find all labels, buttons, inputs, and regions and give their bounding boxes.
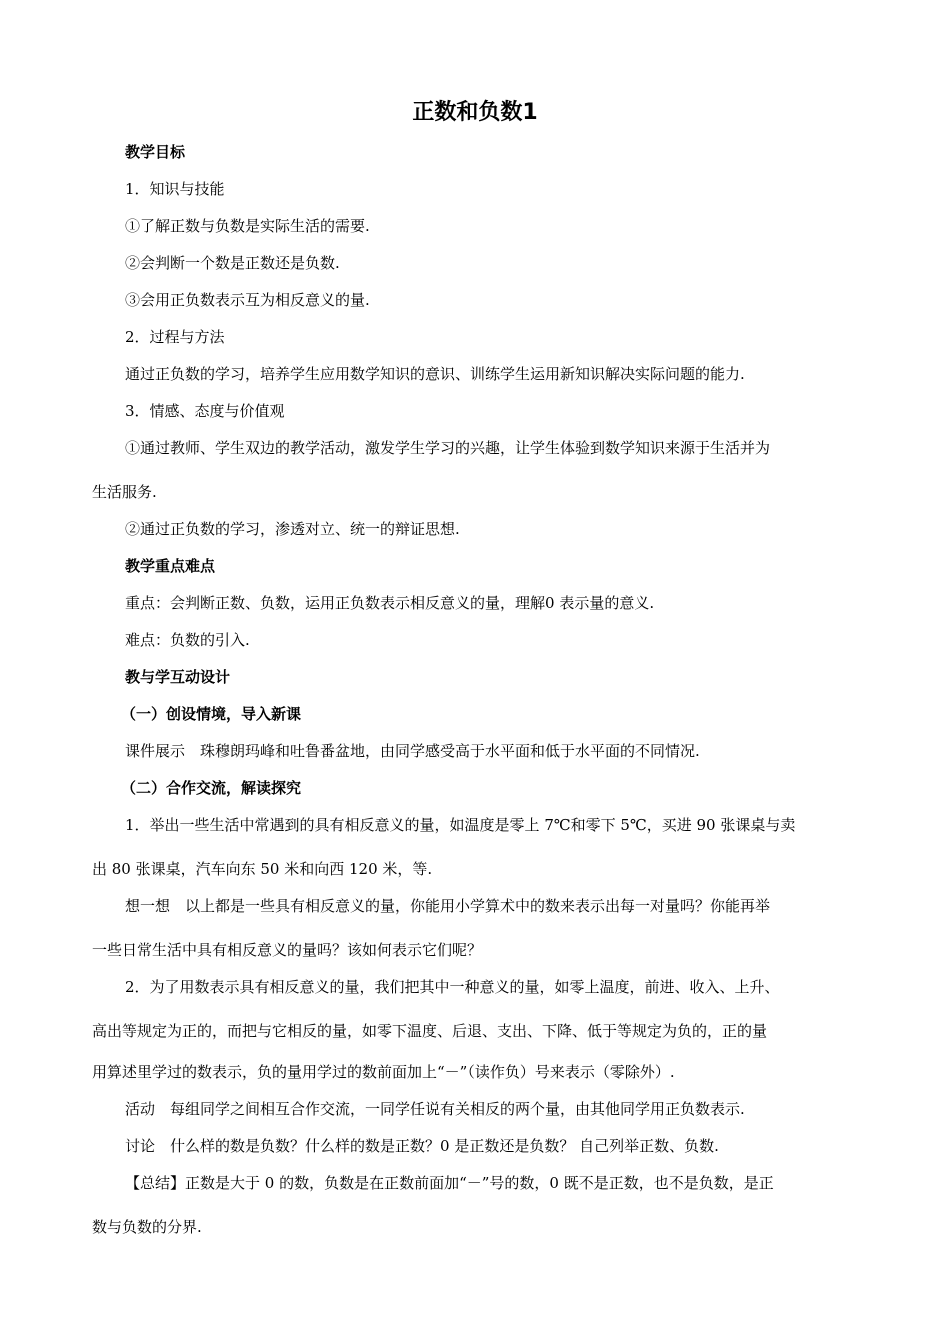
part-1-heading: （一）创设情境，导入新课 — [121, 705, 302, 723]
document-title: 正数和负数1 — [412, 100, 538, 125]
paragraph-line: 用算述里学过的数表示，负的量用学过的数前面加上“－”（读作负）号来表示（零除外）. — [92, 1063, 675, 1081]
discussion-text: 讨论 什么样的数是负数？什么样的数是正数？0 是正数还是负数？ 自己列举正数、负数. — [125, 1137, 719, 1155]
objective-1-item: ③会用正负数表示互为相反意义的量. — [125, 291, 370, 309]
objective-1-item: ②会判断一个数是正数还是负数. — [125, 254, 340, 272]
paragraph-line: 一些日常生活中具有相反意义的量吗？该如何表示它们呢？ — [92, 941, 483, 959]
part-2-heading: （二）合作交流，解读探究 — [121, 779, 302, 797]
objectives-heading: 教学目标 — [125, 143, 186, 161]
difficulty-text: 难点：负数的引入. — [125, 631, 250, 649]
objective-3-heading: 3．情感、态度与价值观 — [125, 402, 285, 420]
objective-1-heading: 1．知识与技能 — [125, 180, 225, 198]
paragraph-line: 想一想 以上都是一些具有相反意义的量，你能用小学算术中的数来表示出每一对量吗？你能再举 — [125, 897, 771, 915]
paragraph-line: 高出等规定为正的，而把与它相反的量，如零下温度、后退、支出、下降、低于等规定为负的，正的量 — [92, 1022, 768, 1040]
part-1-text: 课件展示 珠穆朗玛峰和吐鲁番盆地，由同学感受高于水平面和低于水平面的不同情况. — [125, 742, 700, 760]
objective-3-item: ①通过教师、学生双边的教学活动，激发学生学习的兴趣，让学生体验到数学知识来源于生活并为 — [125, 439, 771, 457]
paragraph-line: 出 80 张课桌，汽车向东 50 米和向西 120 米，等. — [92, 860, 433, 878]
objective-3-item: ②通过正负数的学习，渗透对立、统一的辩证思想. — [125, 520, 460, 538]
objective-2-text: 通过正负数的学习，培养学生应用数学知识的意识、训练学生运用新知识解决实际问题的能力. — [125, 365, 745, 383]
summary-text: 【总结】正数是大于 0 的数，负数是在正数前面加“－”号的数，0 既不是正数，也不是负数，是正 — [125, 1174, 774, 1192]
summary-text-continuation: 数与负数的分界. — [92, 1218, 202, 1236]
paragraph-line: 1．举出一些生活中常遇到的具有相反意义的量，如温度是零上 7℃和零下 5℃，买进 90 张课桌与卖 — [125, 816, 796, 834]
objective-1-item: ①了解正数与负数是实际生活的需要. — [125, 217, 370, 235]
activity-text: 活动 每组同学之间相互合作交流，一同学任说有关相反的两个量，由其他同学用正负数表示. — [125, 1100, 745, 1118]
design-heading: 教与学互动设计 — [125, 668, 231, 686]
key-point-text: 重点：会判断正数、负数，运用正负数表示相反意义的量，理解0 表示量的意义. — [125, 594, 655, 612]
paragraph-line: 2．为了用数表示具有相反意义的量，我们把其中一种意义的量，如零上温度，前进、收入、上升、 — [125, 978, 780, 996]
objective-2-heading: 2．过程与方法 — [125, 328, 225, 346]
key-points-heading: 教学重点难点 — [125, 557, 216, 575]
objective-3-item-continuation: 生活服务. — [92, 483, 157, 501]
